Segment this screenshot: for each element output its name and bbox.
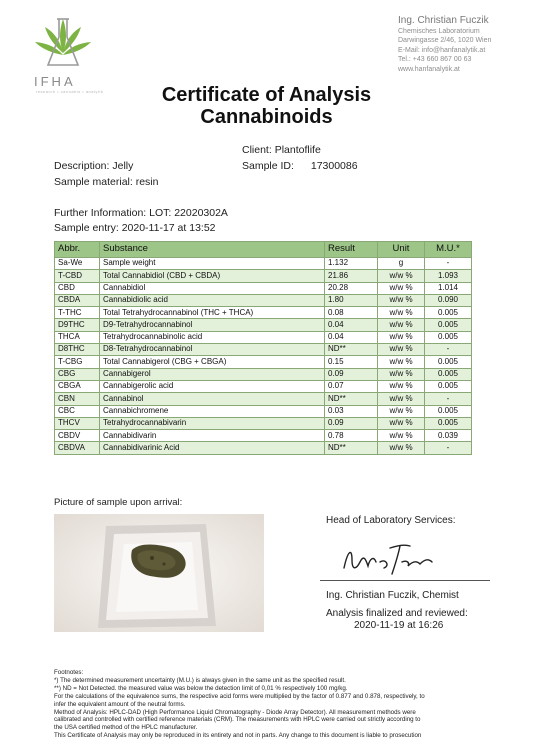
cell-abbr: THCA [55,331,100,343]
cell-abbr: CBDVA [55,442,100,454]
cell-abbr: THCV [55,417,100,429]
table-row [55,258,472,270]
cell-result: 0.09 [325,368,378,380]
cell-unit: w/w % [378,442,425,454]
lab-name: Ing. Christian Fuczik [398,15,489,26]
cell-mu: 0.039 [425,430,472,442]
cell-mu: - [425,393,472,405]
signer-name: Ing. Christian Fuczik, Chemist [326,590,459,601]
cell-unit: w/w % [378,282,425,294]
sample-id-field [242,160,358,172]
cell-abbr: T-CBD [55,270,100,282]
cell-result: ND** [325,393,378,405]
table-header-row [55,242,472,258]
cell-unit: w/w % [378,368,425,380]
table-row [55,405,472,417]
cell-unit: w/w % [378,405,425,417]
cell-unit: w/w % [378,331,425,343]
lab-address [398,14,491,74]
cell-substance: Cannabidivarinic Acid [100,442,325,454]
footnote-line: *) The determined measurement uncertainty (M.U.) is always given in the same unit as the specified result. [54,676,346,684]
logo-text: IFHA [34,74,76,89]
table-row [55,307,472,319]
cell-substance: Tetrahydrocannabinolic acid [100,331,325,343]
table-row [55,380,472,392]
cell-abbr: CBGA [55,380,100,392]
cell-abbr: T-CBG [55,356,100,368]
col-header-substance: Substance [100,242,325,258]
cell-substance: D9-Tetrahydrocannabinol [100,319,325,331]
cell-result: 0.04 [325,319,378,331]
cell-abbr: Sa-We [55,258,100,270]
cell-mu: - [425,344,472,356]
cell-result: 0.09 [325,417,378,429]
cell-result: 20.28 [325,282,378,294]
table-row [55,270,472,282]
cell-unit: w/w % [378,430,425,442]
table-row [55,282,472,294]
sample-id-value: 17300086 [310,160,358,172]
col-header-unit: Unit [378,242,425,258]
sample-photo [54,514,264,632]
cell-substance: Cannabichromene [100,405,325,417]
footnote-line: calibrated and controlled with certified reference materials (CRM). The measurements with HPLC were carried out strictly according to [54,716,421,724]
cell-unit: w/w % [378,393,425,405]
cell-mu: 0.090 [425,294,472,306]
cell-unit: w/w % [378,344,425,356]
cell-abbr: D9THC [55,319,100,331]
results-table [54,241,472,455]
footnote-line: the USA certified method of the HPLC manufacturer. [54,724,198,732]
cell-substance: Cannabidivarin [100,430,325,442]
col-header-result: Result [325,242,378,258]
cell-abbr: CBG [55,368,100,380]
cell-abbr: CBD [55,282,100,294]
cell-unit: w/w % [378,307,425,319]
sample-photo-image [54,514,264,632]
client-label: Client: [242,144,272,156]
cell-substance: Total Tetrahydrocannabinol (THC + THCA) [100,307,325,319]
title-line-1: Certificate of Analysis [161,84,372,106]
description-label: Description: [54,160,110,172]
footnote-line: For the calculations of the equivalence sums, the respective acid forms were multiplied by the factor of 0.877 and 0.878, respectively, to [54,692,425,700]
cell-abbr: CBDV [55,430,100,442]
cell-abbr: CBDA [55,294,100,306]
signature-line [320,580,490,581]
cell-substance: Total Cannabigerol (CBG + CBGA) [100,356,325,368]
description-value: Jelly [112,160,134,172]
cell-mu: 0.005 [425,368,472,380]
sample-entry-value: 2020-11-17 at 13:52 [121,222,216,234]
cell-mu: 0.005 [425,417,472,429]
sample-id-label: Sample ID: [242,160,294,172]
client-field [242,144,321,156]
cell-result: 0.78 [325,430,378,442]
finalized-label: Analysis finalized and reviewed: [326,608,468,619]
cell-substance: Total Cannabidiol (CBD + CBDA) [100,270,325,282]
cell-result: 0.04 [325,331,378,343]
lab-line: Darwingasse 2/46, 1020 Wien [398,37,492,45]
table-row [55,417,472,429]
finalized-date: 2020-11-19 at 16:26 [354,620,444,631]
lab-line: Chemisches Laboratorium [398,28,480,35]
cell-abbr: T-THC [55,307,100,319]
further-info-label: Further Information: [54,207,147,219]
sample-entry-label: Sample entry: [54,222,119,234]
material-label: Sample material: [54,176,133,188]
cell-mu: 0.005 [425,380,472,392]
cell-mu: 1.014 [425,282,472,294]
cell-unit: w/w % [378,356,425,368]
table-row [55,430,472,442]
cell-unit: w/w % [378,380,425,392]
cell-result: 21.86 [325,270,378,282]
cell-mu: - [425,258,472,270]
lab-line: Tel.: +43 660 867 00 63 [398,56,472,64]
cell-abbr: CBN [55,393,100,405]
picture-label: Picture of sample upon arrival: [54,497,183,508]
cell-mu: 0.005 [425,307,472,319]
signature [340,540,440,578]
table-row [55,294,472,306]
table-row [55,344,472,356]
cell-substance: Cannabidiol [100,282,325,294]
cell-unit: w/w % [378,417,425,429]
cell-result: 1.132 [325,258,378,270]
table-row [55,368,472,380]
cell-unit: w/w % [378,319,425,331]
cell-unit: w/w % [378,294,425,306]
cell-mu: - [425,442,472,454]
footnote-line: Method of Analysis: HPLC-DAD (High Performance Liquid Chromatography - Diode Array Detector). All measurement methods were [54,708,416,716]
page-title [0,84,533,128]
footnotes [54,669,514,740]
cell-unit: w/w % [378,270,425,282]
cell-substance: Cannabidiolic acid [100,294,325,306]
cell-result: ND** [325,344,378,356]
footnote-line: **) ND = Not Detected. the measured value was below the detection limit of 0,01 % respectively 100 mg/kg. [54,684,348,692]
further-info-value: LOT: 22020302A [149,207,228,219]
cell-result: 0.08 [325,307,378,319]
footnote-line: This Certificate of Analysis may only be reproduced in its entirety and not in parts. Any change to this document is liable to prosecution [54,732,422,740]
cell-result: ND** [325,442,378,454]
cell-result: 1.80 [325,294,378,306]
lab-line: www.hanfanalytik.at [398,65,460,73]
cell-abbr: D8THC [55,344,100,356]
cell-mu: 0.005 [425,356,472,368]
cell-result: 0.07 [325,380,378,392]
cell-mu: 0.005 [425,331,472,343]
col-header-abbr: Abbr. [55,242,100,258]
table-row [55,393,472,405]
description-field [54,160,133,172]
material-value: resin [135,176,159,188]
cell-mu: 0.005 [425,319,472,331]
cell-substance: Cannabinol [100,393,325,405]
cell-abbr: CBC [55,405,100,417]
lab-line: E-Mail: info@hanfanalytik.at [398,46,486,54]
footnote-line: Footnotes: [54,669,84,676]
col-header-mu: M.U.* [425,242,472,258]
cell-result: 0.03 [325,405,378,417]
cell-result: 0.15 [325,356,378,368]
cell-mu: 0.005 [425,405,472,417]
further-info-field [54,207,228,219]
cell-substance: D8-Tetrahydrocannabinol [100,344,325,356]
title-line-2: Cannabinoids [200,106,333,128]
table-row [55,319,472,331]
table-row [55,356,472,368]
cell-substance: Sample weight [100,258,325,270]
logo-subtext: research • cannabis • analytik [36,89,104,94]
cell-mu: 1.093 [425,270,472,282]
head-label: Head of Laboratory Services: [326,515,456,526]
cannabis-leaf-flask-icon [28,15,98,77]
table-row [55,331,472,343]
material-field [54,176,158,188]
cell-substance: Tetrahydrocannabivarin [100,417,325,429]
table-row [55,442,472,454]
cell-unit: g [378,258,425,270]
cell-substance: Cannabigerolic acid [100,380,325,392]
cell-substance: Cannabigerol [100,368,325,380]
footnote-line: infer the equivalent amount of the neutral forms. [54,700,186,708]
client-value: Plantoflife [274,144,321,156]
sample-entry-field [54,222,216,234]
